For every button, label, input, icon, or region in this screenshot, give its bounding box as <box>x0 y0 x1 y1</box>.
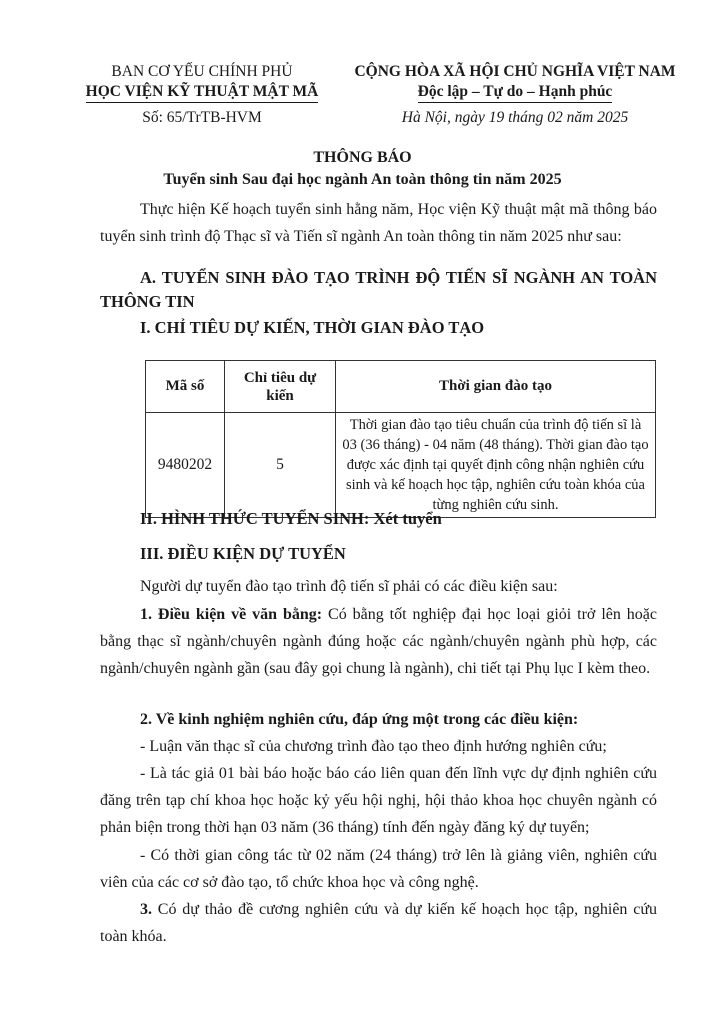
table-header-row <box>146 361 656 413</box>
conditions-intro: Người dự tuyển đào tạo trình độ tiến sĩ phải có các điều kiện sau: <box>140 578 558 595</box>
header-left <box>62 62 342 128</box>
condition-3 <box>100 896 657 950</box>
institute-name <box>62 82 342 102</box>
document-date: Hà Nội, ngày 19 tháng 02 năm 2025 <box>401 109 629 126</box>
quota-table <box>145 360 656 518</box>
table-row <box>146 413 656 518</box>
table-header-cell: Mã số <box>146 361 225 413</box>
condition-2-item: - Luận văn thạc sĩ của chương trình đào tạo theo định hướng nghiên cứu; <box>140 738 607 755</box>
condition-2-label: 2. Về kinh nghiệm nghiên cứu, đáp ứng một trong các điều kiện: <box>140 711 579 728</box>
section-1-heading: I. CHỈ TIÊU DỰ KIẾN, THỜI GIAN ĐÀO TẠO <box>140 318 485 337</box>
header-right <box>330 62 700 128</box>
condition-3-text: Có dự thảo đề cương nghiên cứu và dự kiến kế hoạch học tập, nghiên cứu toàn khóa. <box>100 901 657 945</box>
section-2-label: II. HÌNH THỨC TUYỂN SINH: <box>140 509 374 528</box>
section-2-value: Xét tuyển <box>373 509 442 528</box>
nation-name: CỘNG HÒA XÃ HỘI CHỦ NGHĨA VIỆT NAM <box>354 63 676 80</box>
motto: Độc lập – Tự do – Hạnh phúc <box>417 83 613 100</box>
title-main: THÔNG BÁO <box>313 149 412 166</box>
title-sub: Tuyển sinh Sau đại học ngành An toàn thông tin năm 2025 <box>163 171 562 188</box>
table-header-cell: Thời gian đào tạo <box>336 361 656 413</box>
section-2-heading <box>140 509 442 529</box>
document-title <box>0 148 725 190</box>
condition-1-label: 1. Điều kiện về văn bằng: <box>140 606 323 623</box>
agency-name: BAN CƠ YẾU CHÍNH PHỦ <box>111 63 293 80</box>
condition-2-item: - Là tác giả 01 bài báo hoặc báo cáo liên quan đến lĩnh vực dự định nghiên cứu đăng trên tạp chí khoa học hoặc kỷ yếu hội nghị, hội thảo khoa học chuyên ngành có phản biện trong thời hạn 03 năm (36 tháng) tính đến ngày đăng ký dự tuyển; <box>100 765 657 836</box>
table-cell-duration: Thời gian đào tạo tiêu chuẩn của trình độ tiến sĩ là 03 (36 tháng) - 04 năm (48 tháng). Thời gian đào tạo được xác định tại quyết định công nhận nghiên cứu sinh và kế hoạch học tập, nghiên cứu toàn khóa của từng nghiên cứu sinh. <box>336 413 656 518</box>
intro-paragraph: Thực hiện Kế hoạch tuyển sinh hằng năm, Học viện Kỹ thuật mật mã thông báo tuyển sinh trình độ Thạc sĩ và Tiến sĩ ngành An toàn thông tin năm 2025 như sau: <box>100 201 657 245</box>
condition-1-text: Có bằng tốt nghiệp đại học loại giỏi trở lên hoặc bằng thạc sĩ ngành/chuyên ngành đúng hoặc các ngành/chuyên ngành phù hợp, các ngành/chuyên ngành gần (sau đây gọi chung là ngành), chi tiết tại Phụ lục I kèm theo. <box>100 606 657 677</box>
condition-3-label: 3. <box>140 901 152 918</box>
section-a-heading: A. TUYỂN SINH ĐÀO TẠO TRÌNH ĐỘ TIẾN SĨ NGÀNH AN TOÀN THÔNG TIN <box>100 268 657 311</box>
table-cell-quota: 5 <box>225 413 336 518</box>
document-number: Số: 65/TrTB-HVM <box>142 109 262 126</box>
institute-name-text: HỌC VIỆN KỸ THUẬT MẬT MÃ <box>85 83 319 100</box>
condition-2-item: - Có thời gian công tác từ 02 năm (24 tháng) trở lên là giảng viên, nghiên cứu viên của các cơ sở đào tạo, tổ chức khoa học và công nghệ. <box>100 847 657 891</box>
condition-1 <box>100 601 657 682</box>
table-cell-code: 9480202 <box>146 413 225 518</box>
table-header-cell: Chỉ tiêu dự kiến <box>225 361 336 413</box>
section-3-heading: III. ĐIỀU KIỆN DỰ TUYỂN <box>140 544 346 563</box>
